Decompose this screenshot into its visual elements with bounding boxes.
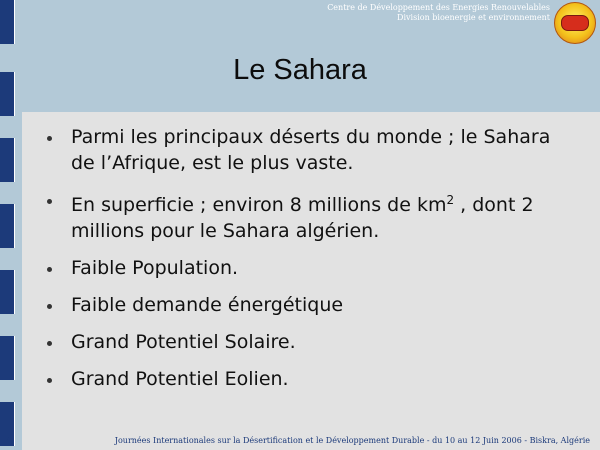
stripe — [0, 336, 15, 380]
bullet-item — [47, 329, 567, 355]
bullet-item — [47, 366, 567, 392]
stripe — [0, 138, 15, 182]
bullet-list — [47, 124, 567, 403]
bullet-icon — [47, 341, 52, 346]
superscript: 2 — [446, 193, 455, 207]
stripe — [0, 0, 15, 44]
cder-logo-icon — [554, 2, 596, 44]
org-name: Centre de Développement des Energies Renouvelables — [327, 3, 550, 12]
bullet-icon — [47, 136, 52, 141]
bullet-text: Grand Potentiel Eolien. — [71, 368, 289, 390]
bullet-icon — [47, 378, 52, 383]
org-division: Division bioenergie et environnement — [397, 13, 550, 22]
bullet-item — [47, 255, 567, 281]
stripe — [0, 204, 15, 248]
bullet-text: Grand Potentiel Solaire. — [71, 331, 296, 353]
bullet-item — [47, 187, 567, 244]
bullet-item — [47, 124, 567, 176]
page-number: 4 — [6, 436, 12, 446]
stripe — [0, 270, 15, 314]
organization-header — [327, 3, 550, 23]
bullet-icon — [47, 267, 52, 272]
bullet-icon — [47, 199, 52, 204]
logo-emblem — [561, 15, 589, 31]
footer-text: Journées Internationales sur la Désertification et le Développement Durable - du 10 au 12 Juin 2006 - Biskra, Algérie — [114, 436, 590, 445]
bullet-text: Faible demande énergétique — [71, 294, 344, 316]
bullet-item — [47, 292, 567, 318]
bullet-text: En superficie ; environ 8 millions de km — [71, 194, 447, 216]
slide-title: Le Sahara — [233, 54, 367, 86]
bullet-text: Parmi les principaux déserts du monde ; le Sahara de l’Afrique, est le plus vaste. — [71, 126, 551, 174]
bullet-text: Faible Population. — [71, 257, 239, 279]
bullet-icon — [47, 304, 52, 309]
bullet-text-continued: , dont 2 millions pour le Sahara algérien. — [71, 194, 534, 242]
